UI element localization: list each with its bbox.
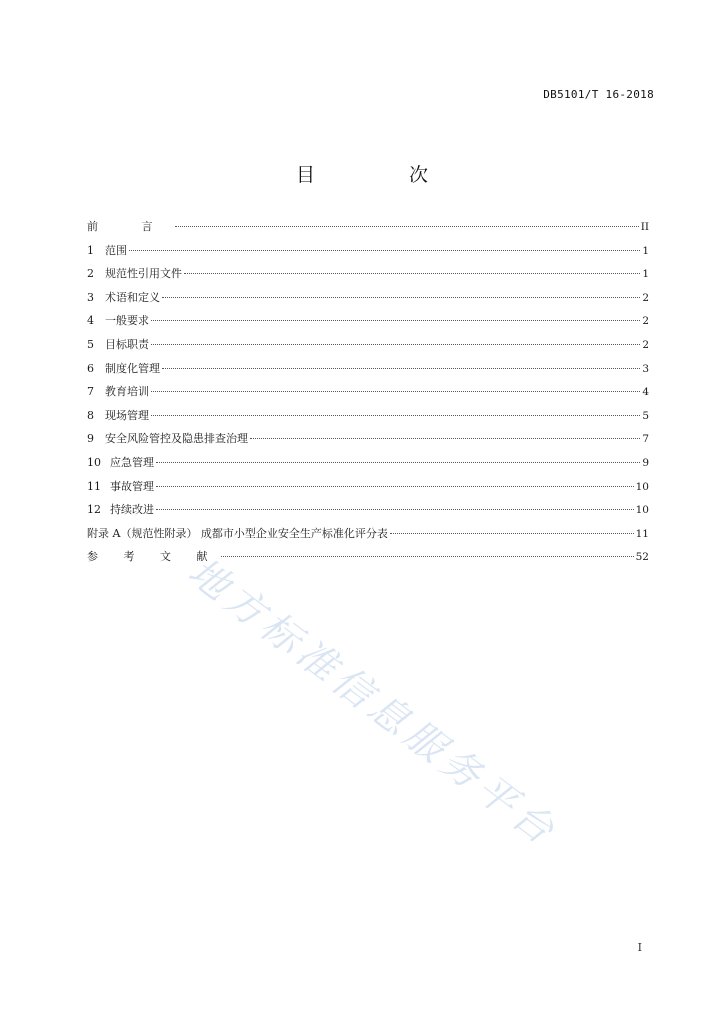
toc-entry-label: 目标职责 (105, 337, 149, 351)
toc-entry-label: 规范性引用文件 (105, 267, 182, 281)
toc-entry-11[interactable] (87, 478, 649, 502)
dot-leader (250, 438, 640, 439)
toc-entry-label: 安全风险管控及隐患排查治理 (105, 432, 248, 446)
toc-entry-2[interactable] (87, 265, 649, 289)
dot-leader (129, 250, 640, 251)
toc-entry-number: 12 (87, 503, 101, 517)
toc-entry-10[interactable] (87, 454, 649, 478)
dot-leader (151, 415, 640, 416)
toc-entry-foreword[interactable] (87, 218, 649, 242)
toc-entry-12[interactable] (87, 501, 649, 525)
toc-entry-references[interactable] (87, 548, 649, 572)
toc-entry-page: 3 (642, 362, 649, 375)
toc-entry-page: 11 (635, 527, 649, 540)
toc-entry-page: 2 (642, 315, 649, 328)
dot-leader (151, 391, 640, 392)
dot-leader (162, 297, 640, 298)
toc-entry-page: 1 (642, 268, 649, 281)
toc-title: 目 次 (295, 164, 473, 186)
toc-entry-page: 9 (642, 456, 649, 469)
toc-entry-number: 6 (87, 361, 94, 375)
watermark: 地方标准信息服务平台 (179, 549, 567, 857)
toc-entry-page: 1 (642, 244, 649, 257)
toc-entry-3[interactable] (87, 289, 649, 313)
toc-entry-number: 8 (87, 408, 94, 422)
dot-leader (390, 533, 634, 534)
toc-entry-number: 10 (87, 455, 101, 469)
dot-leader (151, 344, 640, 345)
toc-entry-page: 10 (635, 504, 649, 517)
toc-entry-appendix-a[interactable] (87, 525, 649, 549)
dot-leader (162, 368, 640, 369)
toc-entry-label: 持续改进 (110, 503, 154, 517)
document-code: DB5101/T 16-2018 (543, 88, 654, 101)
toc-entry-label: 制度化管理 (105, 361, 160, 375)
toc-entry-4[interactable] (87, 312, 649, 336)
dot-leader (151, 320, 640, 321)
toc-entry-label: 一般要求 (105, 314, 149, 328)
toc-entry-label: 教育培训 (105, 385, 149, 399)
toc-entry-number: 2 (87, 267, 94, 281)
dot-leader (156, 509, 634, 510)
dot-leader (156, 462, 640, 463)
toc-entry-8[interactable] (87, 407, 649, 431)
toc-entry-label: 事故管理 (110, 479, 154, 493)
toc-entry-number: 1 (87, 243, 94, 257)
toc-entry-label: 范围 (105, 243, 127, 257)
toc-entry-page: 4 (642, 386, 649, 399)
toc-entry-label: 现场管理 (105, 408, 149, 422)
toc-entry-number: 5 (87, 337, 94, 351)
page-number: I (637, 941, 642, 954)
toc-entry-9[interactable] (87, 430, 649, 454)
toc-entry-label: 前 言 (87, 220, 173, 233)
toc-entry-number: 7 (87, 385, 94, 399)
toc-entry-page: 5 (642, 409, 649, 422)
dot-leader (156, 486, 634, 487)
toc-entry-5[interactable] (87, 336, 649, 360)
toc-entry-number: 9 (87, 432, 94, 446)
toc-entry-6[interactable] (87, 360, 649, 384)
toc-entry-label: 附录 A（规范性附录） 成都市小型企业安全生产标准化评分表 (87, 526, 388, 540)
toc-entry-page: 52 (635, 551, 649, 564)
toc-entry-page: II (640, 221, 649, 233)
toc-entry-1[interactable] (87, 242, 649, 266)
dot-leader (221, 556, 634, 557)
toc-entry-number: 11 (87, 479, 101, 493)
toc-entry-label: 参 考 文 献 (87, 550, 219, 564)
dot-leader (184, 273, 640, 274)
toc-entry-7[interactable] (87, 383, 649, 407)
toc-entry-page: 10 (635, 480, 649, 493)
dot-leader (175, 226, 639, 227)
toc-entry-number: 3 (87, 290, 94, 304)
toc-entry-page: 2 (642, 291, 649, 304)
toc-entry-page: 2 (642, 338, 649, 351)
toc-entry-number: 4 (87, 314, 94, 328)
toc-entry-label: 应急管理 (110, 455, 154, 469)
toc-entry-label: 术语和定义 (105, 290, 160, 304)
toc-entry-page: 7 (642, 433, 649, 446)
toc-list (87, 218, 649, 572)
